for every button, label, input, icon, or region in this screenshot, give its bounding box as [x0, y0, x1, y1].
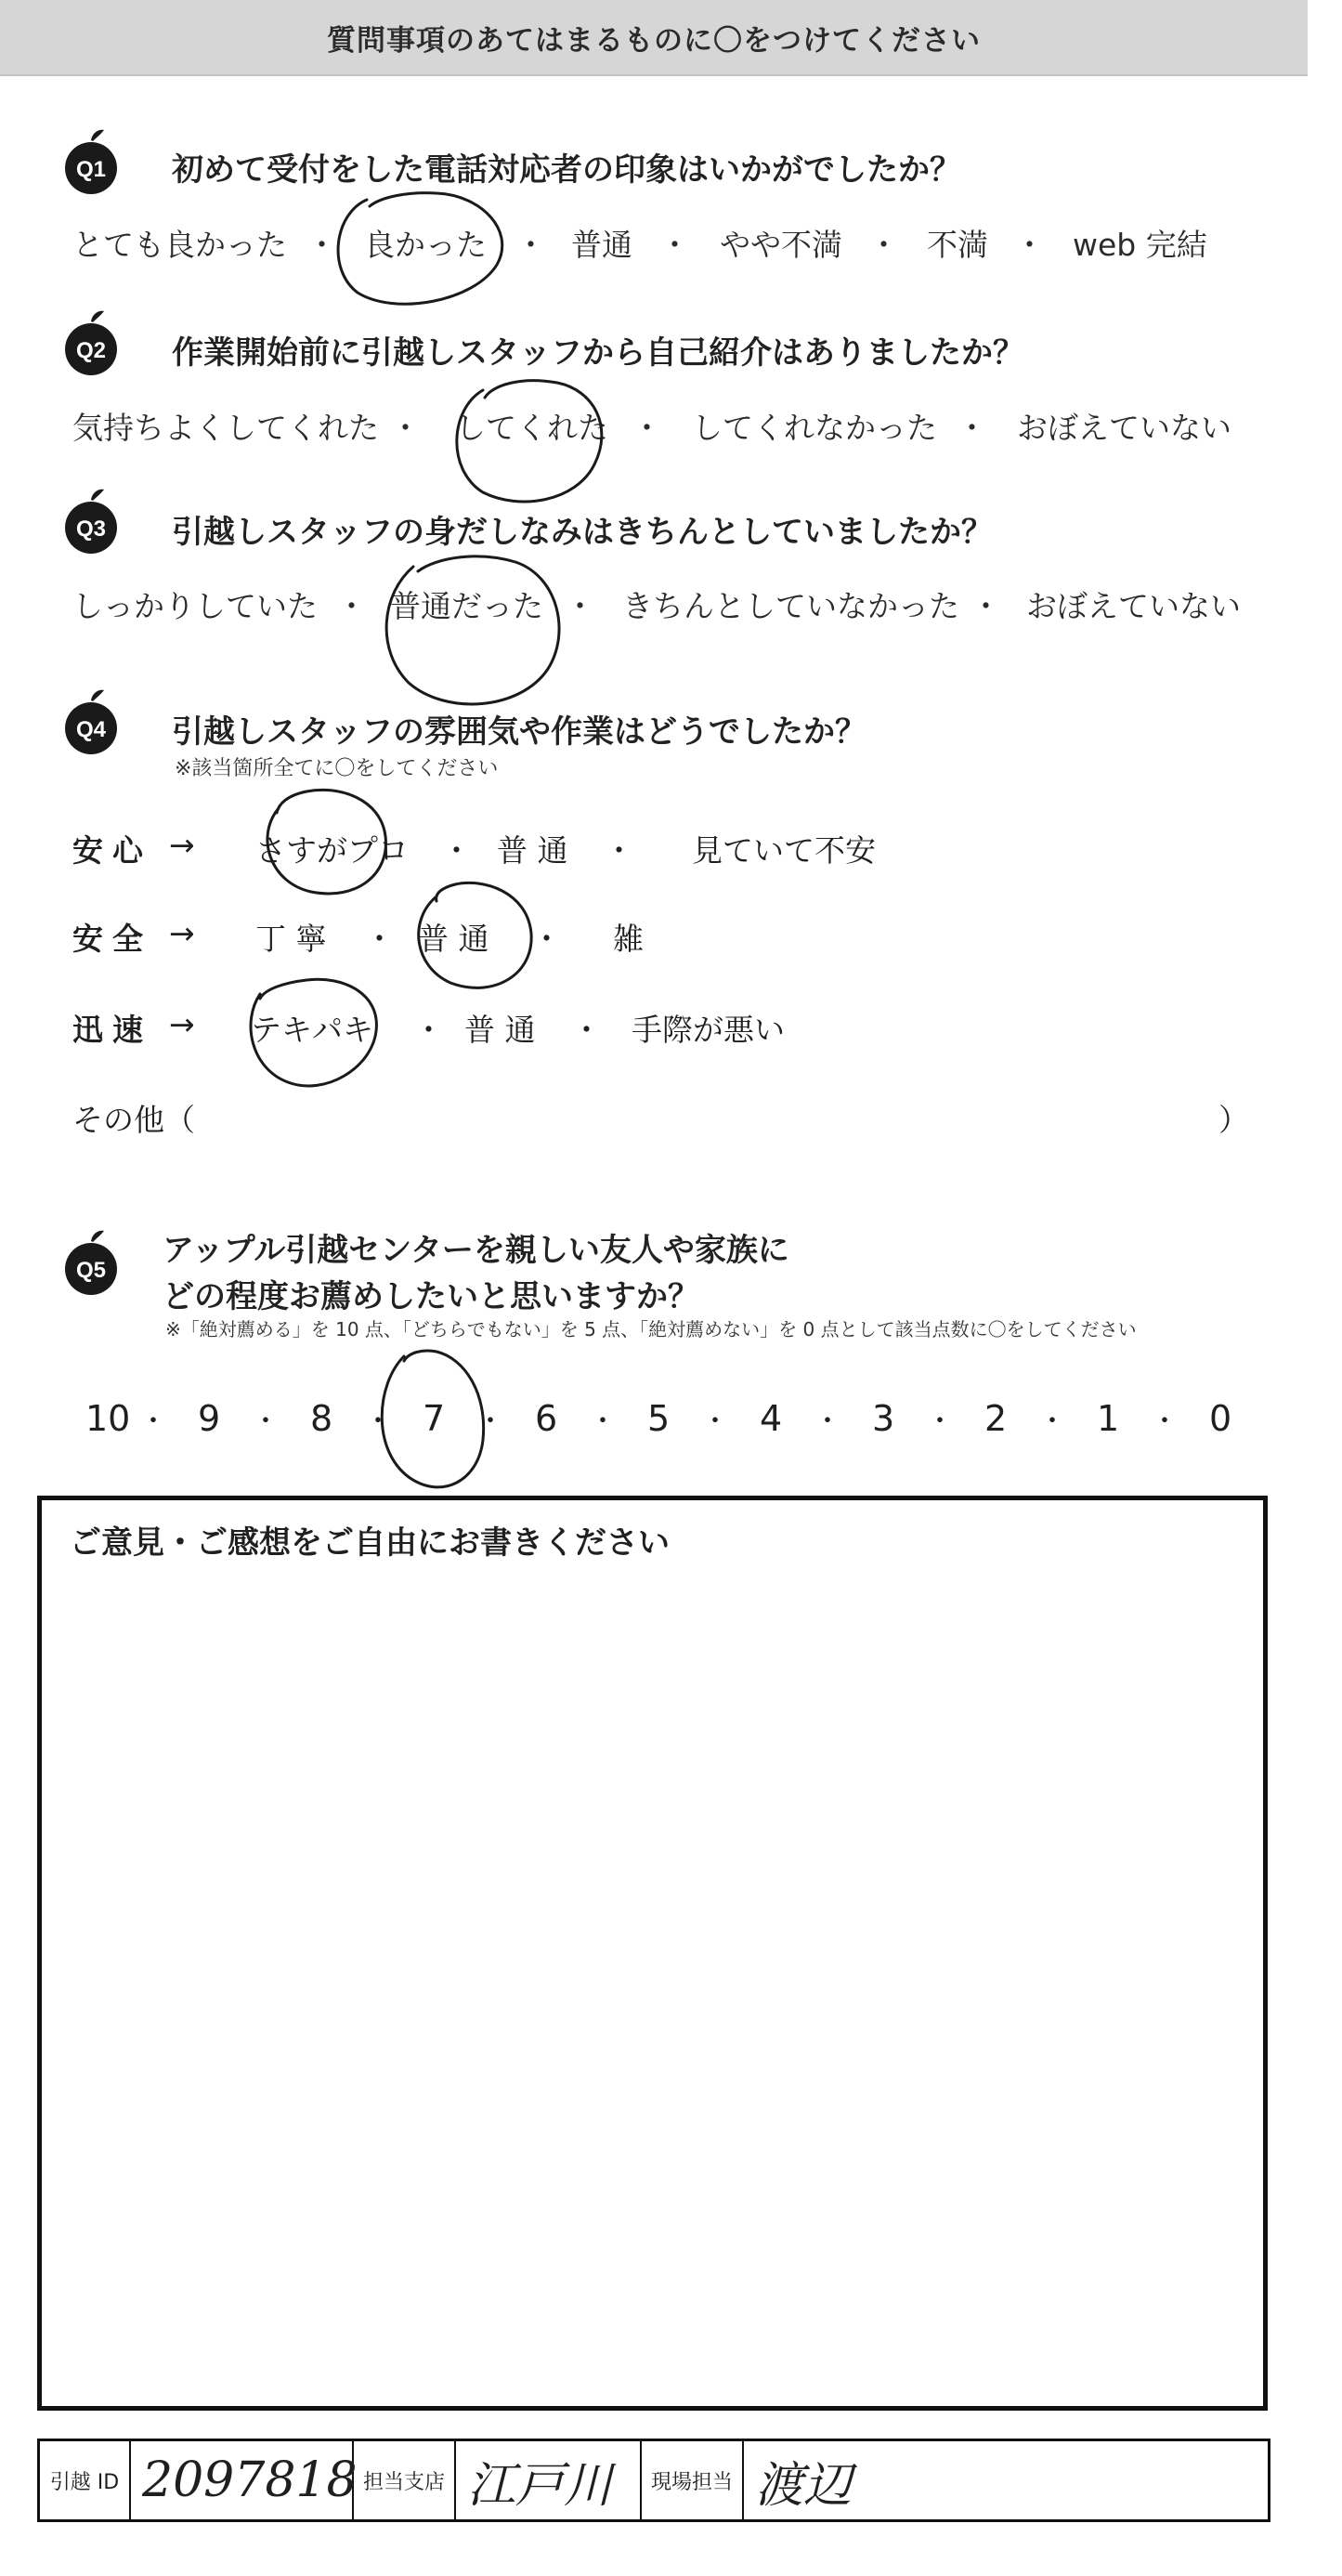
separator: ・	[926, 1406, 954, 1438]
separator: ・	[306, 227, 337, 263]
q5-scale-option[interactable]: 1	[1097, 1398, 1120, 1439]
q2-option-dont-remember[interactable]: おぼえていない	[1017, 410, 1231, 446]
q5-note: ※「絶対薦める」を 10 点、「どちらでもない」を 5 点、「絶対薦めない」を 0 点として該当点数に〇をしてください	[165, 1318, 1137, 1340]
q3-selection-circle	[386, 556, 559, 704]
separator: ・	[139, 1406, 167, 1438]
q5-question-line2: どの程度お薦めしたいと思いますか？	[163, 1278, 699, 1315]
separator: ・	[571, 1012, 602, 1048]
separator: ・	[364, 1406, 392, 1438]
q4-jinsoku-option-brisk[interactable]: テキパキ	[251, 1012, 373, 1048]
q1-question: 初めて受付をした電話対応者の印象はいかがでしたか？	[172, 151, 961, 189]
q2-question: 作業開始前に引越しスタッフから自己紹介はありましたか？	[172, 334, 1024, 372]
q4-note: ※該当箇所全てに〇をしてください	[175, 757, 499, 780]
q1-option-somewhat-unsatisfied[interactable]: やや不満	[720, 227, 842, 263]
q5-question-line1: アップル引越センターを親しい友人や家族に	[163, 1232, 789, 1269]
q4-anzen-option-careful[interactable]: 丁 寧	[255, 921, 327, 957]
comment-box[interactable]	[37, 1496, 1268, 2411]
svg-text:Q2: Q2	[75, 338, 107, 363]
q5-badge-icon	[56, 1226, 126, 1297]
separator: ・	[413, 1012, 444, 1048]
separator: ・	[814, 1406, 841, 1438]
q4-row-label-anzen: 安全	[72, 921, 152, 957]
comment-title: ご意見・ご感想をご自由にお書きください	[70, 1524, 670, 1562]
q4-anzen-option-normal[interactable]: 普 通	[418, 921, 489, 957]
q5-scale-option[interactable]: 0	[1209, 1398, 1232, 1439]
separator: ・	[1014, 227, 1045, 263]
svg-text:Q4: Q4	[75, 717, 107, 742]
separator: ・	[441, 832, 472, 869]
q5-scale-option[interactable]: 5	[647, 1398, 671, 1439]
q2-option-did-not[interactable]: してくれなかった	[692, 410, 937, 446]
q4-question: 引越しスタッフの雰囲気や作業はどうでしたか？	[172, 713, 866, 751]
svg-text:Q5: Q5	[75, 1258, 107, 1283]
separator: ・	[632, 410, 662, 446]
q2-option-gladly[interactable]: 気持ちよくしてくれた	[72, 410, 379, 446]
branch-label: 担当支店	[354, 2441, 456, 2519]
q5-scale-option[interactable]: 10	[85, 1398, 131, 1439]
q3-option-not-groomed[interactable]: きちんとしていなかった	[622, 588, 959, 624]
q3-options	[0, 582, 1342, 623]
branch-value: 江戸川	[456, 2441, 642, 2519]
move-id-label: 引越 ID	[40, 2441, 131, 2519]
separator: ・	[971, 588, 1001, 624]
separator: ・	[390, 410, 421, 446]
separator: ・	[589, 1406, 617, 1438]
separator: ・	[1038, 1406, 1066, 1438]
q5-scale-option[interactable]: 9	[198, 1398, 221, 1439]
separator: ・	[868, 227, 899, 263]
q3-option-dont-remember[interactable]: おぼえていない	[1026, 588, 1241, 624]
separator: ・	[531, 921, 562, 957]
q5-scale-option[interactable]: 2	[984, 1398, 1008, 1439]
q3-badge-icon	[56, 485, 126, 556]
q4-anshin-option-uneasy[interactable]: 見ていて不安	[692, 832, 876, 869]
q4-anshin-option-normal[interactable]: 普 通	[497, 832, 568, 869]
separator: ・	[476, 1406, 504, 1438]
q4-other-label: その他（	[72, 1102, 195, 1138]
separator: ・	[364, 921, 395, 957]
q3-option-well-groomed[interactable]: しっかりしていた	[72, 588, 318, 624]
q5-scale-option[interactable]: 3	[872, 1398, 895, 1439]
q1-badge-icon	[56, 125, 126, 196]
separator: ・	[659, 227, 690, 263]
arrow-icon: →	[169, 827, 195, 863]
q1-option-good[interactable]: 良かった	[364, 227, 487, 263]
arrow-icon: →	[169, 915, 195, 951]
q4-badge-icon	[56, 686, 126, 756]
svg-text:Q3: Q3	[75, 517, 107, 542]
separator: ・	[336, 588, 367, 624]
q1-option-web[interactable]: web 完結	[1073, 227, 1207, 263]
q4-anshin-option-pro[interactable]: さすがプロ	[255, 832, 409, 869]
arrow-icon: →	[169, 1006, 195, 1042]
q4-jinsoku-option-normal[interactable]: 普 通	[464, 1012, 536, 1048]
staff-label: 現場担当	[642, 2441, 744, 2519]
move-id-value: 2097818	[131, 2441, 354, 2519]
q3-option-normal[interactable]: 普通だった	[390, 588, 543, 624]
separator: ・	[701, 1406, 729, 1438]
separator: ・	[604, 832, 634, 869]
q2-options	[0, 404, 1342, 445]
separator: ・	[565, 588, 595, 624]
staff-value: 渡辺	[755, 2457, 853, 2514]
separator: ・	[957, 410, 987, 446]
q4-row-label-anshin: 安心	[72, 832, 152, 869]
q5-scale-option[interactable]: 8	[310, 1398, 333, 1439]
separator: ・	[515, 227, 546, 263]
q2-option-did[interactable]: してくれた	[455, 410, 608, 446]
q2-badge-icon	[56, 307, 126, 377]
svg-text:Q1: Q1	[75, 157, 107, 182]
q1-options	[0, 221, 1342, 262]
page-title: 質問事項のあてはまるものに〇をつけてください	[327, 23, 981, 58]
separator: ・	[252, 1406, 280, 1438]
separator: ・	[1151, 1406, 1179, 1438]
q4-anzen-option-rough[interactable]: 雑	[613, 921, 644, 957]
header-band	[0, 0, 1308, 76]
q5-scale-option[interactable]: 7	[423, 1398, 446, 1439]
q1-option-normal[interactable]: 普通	[571, 227, 632, 263]
q4-other-close: ）	[1218, 1102, 1249, 1138]
q4-jinsoku-option-clumsy[interactable]: 手際が悪い	[632, 1012, 785, 1048]
footer-table	[37, 2439, 1270, 2522]
q1-option-unsatisfied[interactable]: 不満	[927, 227, 988, 263]
q5-scale-option[interactable]: 4	[760, 1398, 783, 1439]
q1-option-very-good[interactable]: とても良かった	[72, 227, 287, 263]
q3-question: 引越しスタッフの身だしなみはきちんとしていましたか？	[172, 514, 993, 551]
q5-scale-option[interactable]: 6	[535, 1398, 558, 1439]
q4-row-label-jinsoku: 迅速	[72, 1012, 152, 1048]
